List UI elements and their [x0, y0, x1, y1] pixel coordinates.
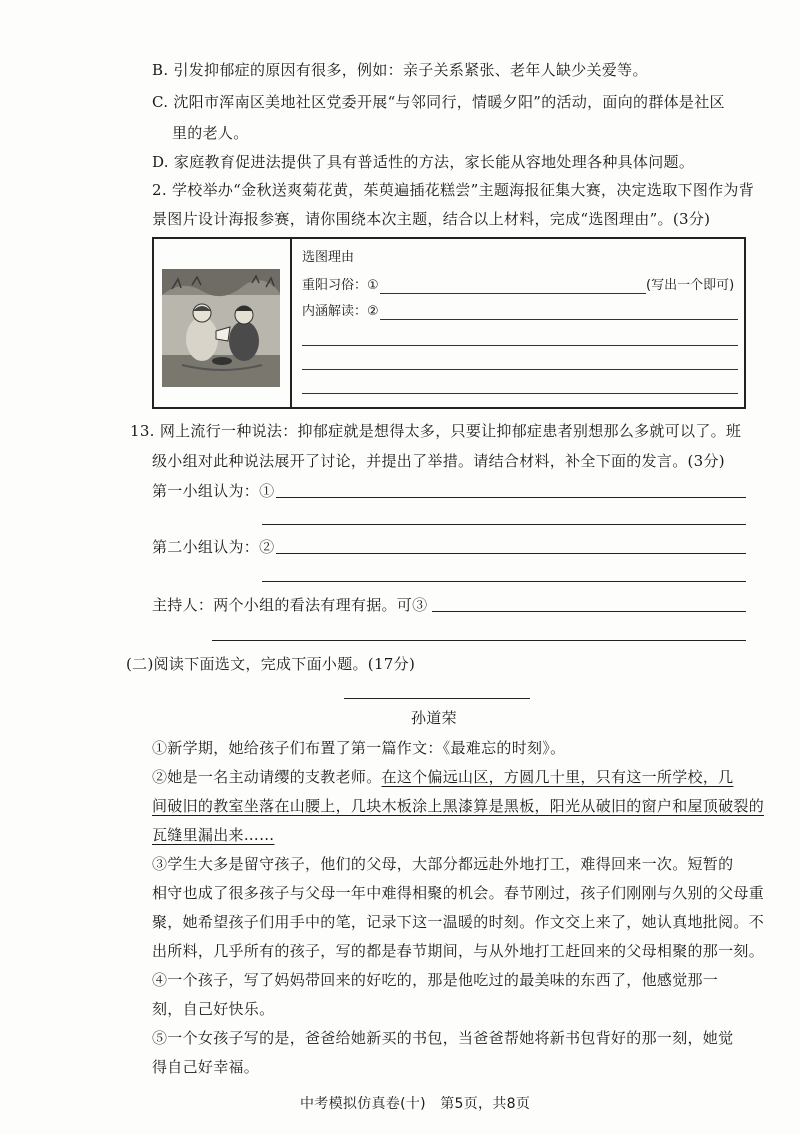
author: 孙道荣 [411, 709, 457, 727]
answer-line-3[interactable] [302, 345, 738, 346]
box-title: 选图理由 [302, 250, 355, 265]
paragraph-2-line3: 瓦缝里漏出来…… [152, 826, 275, 844]
meaning-label: 内涵解读：② [302, 304, 379, 319]
paragraph-4-line1: ④一个孩子，写了妈妈带回来的好吃的，那是他吃过的最美味的东西了，他感觉那一 [152, 971, 719, 989]
option-d: D. 家庭教育促进法提供了具有普适性的方法，家长能从容地处理各种具体问题。 [152, 153, 695, 171]
paragraph-2-line1 [152, 767, 733, 787]
paragraph-1: ①新学期，她给孩子们布置了第一篇作文：《最难忘的时刻》。 [152, 739, 566, 757]
q13-line1: 13. 网上流行一种说法：抑郁症就是想得太多，只要让抑郁症患者别想那么多就可以了。班 [130, 422, 742, 440]
paragraph-2-line2: 间破旧的教室坐落在山腰上，几块木板涂上黑漆算是黑板，阳光从破旧的窗户和屋顶破裂的 [152, 797, 765, 815]
q13-line2: 级小组对此种说法展开了讨论，并提出了举措。请结合材料，补全下面的发言。(3分) [152, 452, 725, 470]
group2-label: 第二小组认为：② [152, 538, 275, 556]
option-c-line2: 里的老人。 [172, 124, 249, 142]
chongyang-illustration [162, 269, 280, 387]
paragraph-4-line2: 刻，自己好快乐。 [152, 1000, 275, 1018]
paragraph-3-line4: 出所料，几乎所有的孩子，写的都是春节期间，与从外地打工赶回来的父母相聚的那一刻。 [152, 942, 765, 960]
answer-blank-1[interactable] [380, 293, 646, 294]
paragraph-2-intro: ②她是一名主动请缨的支教老师。 [152, 768, 382, 786]
host-blank[interactable] [432, 611, 746, 612]
option-b: B. 引发抑郁症的原因有很多，例如：亲子关系紧张、老年人缺少关爱等。 [152, 61, 648, 79]
custom-label: 重阳习俗：① [302, 278, 379, 293]
paragraph-5-line1: ⑤一个女孩子写的是，爸爸给她新买的书包，当爸爸帮她将新书包背好的那一刻，她觉 [152, 1029, 734, 1047]
answer-line-5[interactable] [302, 393, 738, 394]
group2-blank[interactable] [276, 553, 746, 554]
q12-line2: 景图片设计海报参赛，请你围绕本次主题，结合以上材料，完成“选图理由”。(3分) [152, 210, 711, 228]
group1-label: 第一小组认为：① [152, 482, 275, 500]
box-divider [290, 239, 292, 407]
host-blank-2[interactable] [212, 640, 746, 641]
paragraph-3-line3: 聚，她希望孩子们用手中的笔，记录下这一温暖的时刻。作文交上来了，她认真地批阅。不 [152, 913, 765, 931]
custom-hint: (写出一个即可) [646, 278, 735, 293]
reason-box [152, 237, 746, 409]
title-blank[interactable] [344, 698, 530, 699]
group1-blank-2[interactable] [262, 524, 746, 525]
paragraph-2-underlined: 在这个偏远山区，方圆几十里，只有这一所学校，几 [381, 768, 734, 786]
answer-blank-2[interactable] [380, 319, 738, 320]
option-c-line1: C. 沈阳市浑南区美地社区党委开展“与邻同行，情暖夕阳”的活动，面向的群体是社区 [152, 93, 725, 111]
paragraph-5-line2: 得自己好幸福。 [152, 1058, 260, 1076]
paragraph-3-line1: ③学生大多是留守孩子，他们的父母，大部分都远赴外地打工，难得回来一次。短暂的 [152, 855, 734, 873]
paragraph-3-line2: 相守也成了很多孩子与父母一年中难得相聚的机会。春节刚过，孩子们刚刚与久别的父母重 [152, 884, 765, 902]
host-label: 主持人：两个小组的看法有理有据。可③ [152, 596, 428, 614]
q12-line1: 2. 学校举办“金秋送爽菊花黄，茱萸遍插花糕尝”主题海报征集大赛，决定选取下图作为背 [152, 181, 755, 199]
page-footer: 中考模拟仿真卷(十) 第5页，共8页 [300, 1096, 531, 1112]
group1-blank[interactable] [276, 497, 746, 498]
group2-blank-2[interactable] [262, 581, 746, 582]
answer-line-4[interactable] [302, 369, 738, 370]
section2-heading: (二)阅读下面选文，完成下面小题。(17分) [126, 655, 416, 673]
